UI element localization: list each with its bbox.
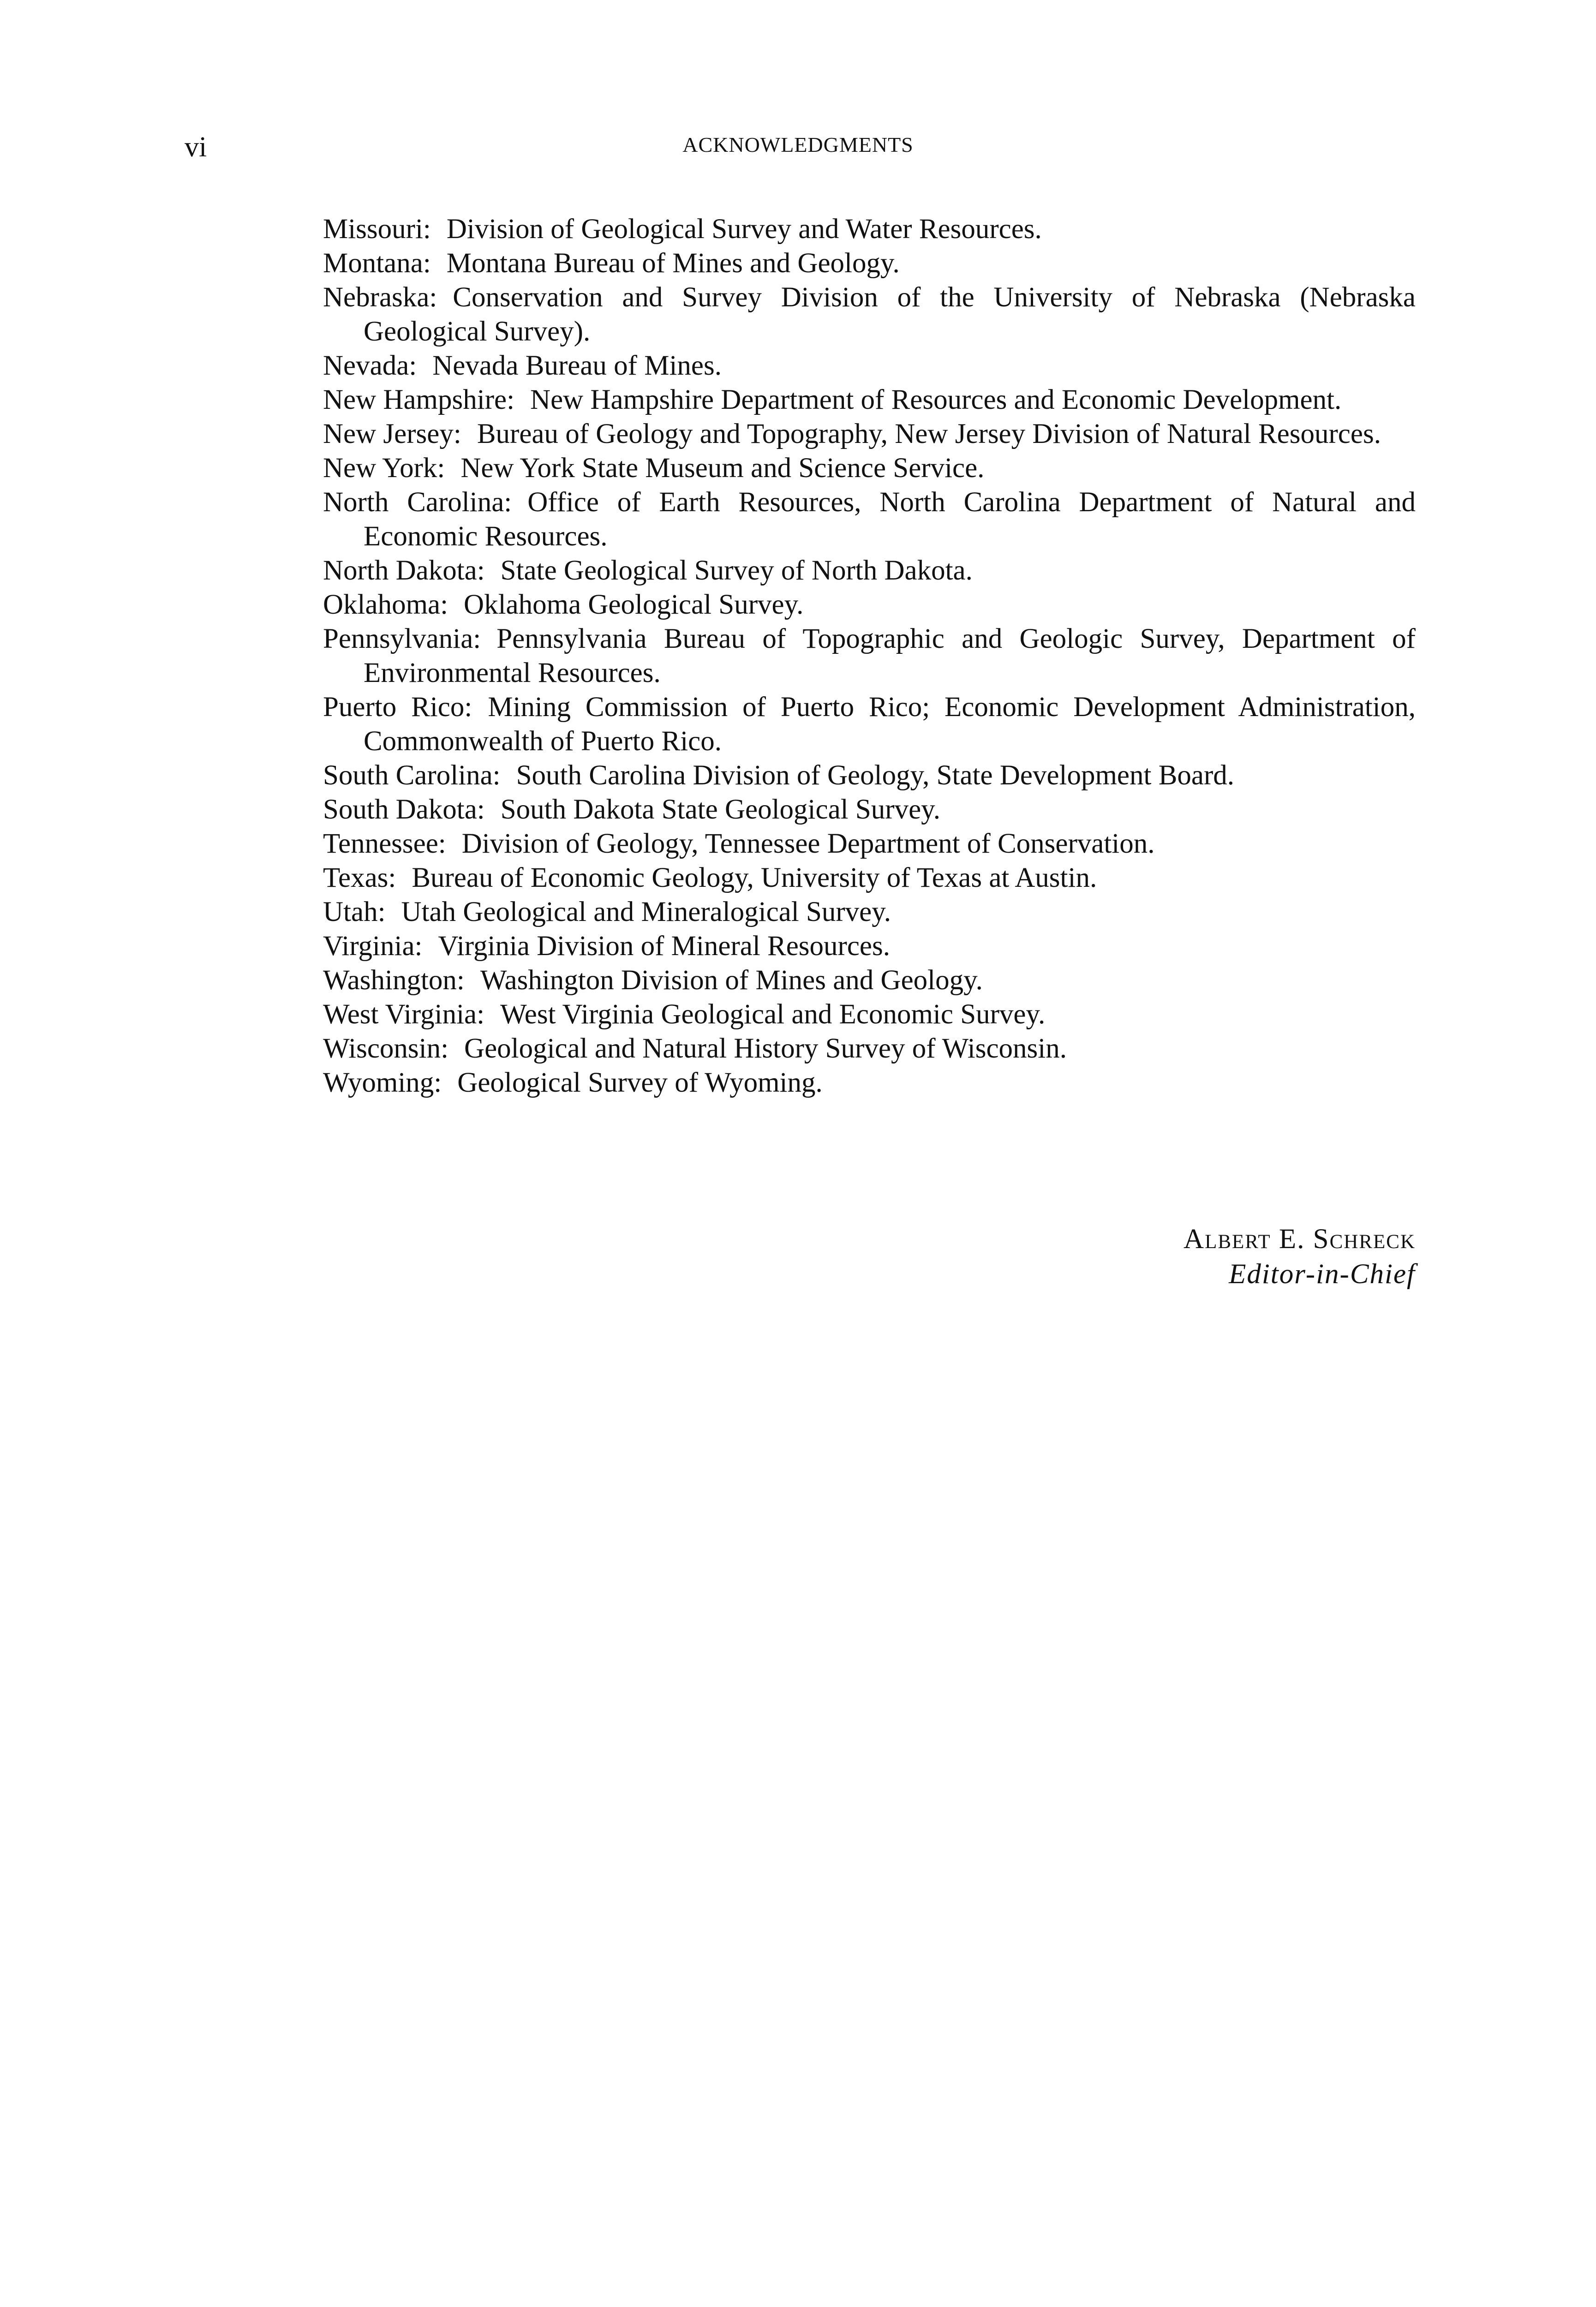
agency-name: Washington Division of Mines and Geology. bbox=[480, 965, 983, 996]
list-item bbox=[323, 485, 1416, 554]
state-name: Tennessee: bbox=[323, 828, 446, 859]
agency-name: Geological and Natural History Survey of Wisconsin. bbox=[464, 1033, 1067, 1064]
signatory-title: Editor-in-Chief bbox=[1229, 1259, 1416, 1290]
list-item bbox=[323, 622, 1416, 690]
agency-name: South Carolina Division of Geology, State Development Board. bbox=[516, 760, 1235, 791]
list-item bbox=[323, 1032, 1416, 1066]
agency-name: Mining Commission of Puerto Rico; Economic Development Administration, Commonwealth of Puerto Rico. bbox=[364, 692, 1416, 757]
list-item bbox=[323, 246, 1416, 281]
agency-name: Geological Survey of Wyoming. bbox=[457, 1067, 823, 1098]
state-name: West Virginia: bbox=[323, 999, 485, 1030]
agency-name: Oklahoma Geological Survey. bbox=[464, 589, 804, 620]
list-item bbox=[323, 690, 1416, 759]
list-item bbox=[323, 929, 1416, 963]
agency-name: Virginia Division of Mineral Resources. bbox=[438, 931, 890, 962]
state-name: Wyoming: bbox=[323, 1067, 442, 1098]
list-item bbox=[323, 417, 1416, 451]
list-item bbox=[323, 281, 1416, 349]
agency-name: Division of Geology, Tennessee Department of Conservation. bbox=[461, 828, 1155, 859]
agency-name: Pennsylvania Bureau of Topographic and Geologic Survey, Department of Environmental Resources. bbox=[364, 623, 1416, 688]
state-name: Wisconsin: bbox=[323, 1033, 449, 1064]
running-head: ACKNOWLEDGMENTS bbox=[682, 133, 914, 156]
list-item bbox=[323, 793, 1416, 827]
state-name: South Dakota: bbox=[323, 794, 485, 825]
list-item bbox=[323, 383, 1416, 417]
agency-name: Montana Bureau of Mines and Geology. bbox=[446, 248, 900, 279]
state-name: New Hampshire: bbox=[323, 384, 515, 415]
agency-name: State Geological Survey of North Dakota. bbox=[500, 555, 973, 586]
agency-name: Division of Geological Survey and Water Resources. bbox=[446, 214, 1042, 245]
agency-name: Bureau of Geology and Topography, New Jersey Division of Natural Resources. bbox=[477, 418, 1381, 449]
list-item bbox=[323, 588, 1416, 622]
agency-name: Office of Earth Resources, North Carolina Department of Natural and Economic Resources. bbox=[364, 487, 1416, 552]
state-name: Texas: bbox=[323, 862, 396, 893]
state-name: New York: bbox=[323, 453, 445, 484]
list-item bbox=[323, 212, 1416, 246]
state-name: North Dakota: bbox=[323, 555, 485, 586]
acknowledgment-list bbox=[323, 212, 1416, 1100]
agency-name: Utah Geological and Mineralogical Survey. bbox=[401, 897, 891, 927]
list-item bbox=[323, 998, 1416, 1032]
list-item bbox=[323, 349, 1416, 383]
state-name: Puerto Rico: bbox=[323, 692, 472, 723]
list-item bbox=[323, 963, 1416, 998]
agency-name: South Dakota State Geological Survey. bbox=[500, 794, 940, 825]
state-name: Washington: bbox=[323, 965, 465, 996]
agency-name: West Virginia Geological and Economic Survey. bbox=[500, 999, 1046, 1030]
list-item bbox=[323, 895, 1416, 929]
list-item bbox=[323, 554, 1416, 588]
state-name: Utah: bbox=[323, 897, 386, 927]
agency-name: Conservation and Survey Division of the University of Nebraska (Nebraska Geological Survey). bbox=[364, 282, 1416, 347]
signature-block bbox=[1184, 1222, 1416, 1292]
state-name: Missouri: bbox=[323, 214, 431, 245]
signatory-name: Albert E. Schreck bbox=[1184, 1224, 1416, 1255]
agency-name: Nevada Bureau of Mines. bbox=[432, 350, 722, 381]
list-item bbox=[323, 451, 1416, 485]
list-item bbox=[323, 759, 1416, 793]
state-name: Pennsylvania: bbox=[323, 623, 481, 654]
state-name: Virginia: bbox=[323, 931, 423, 962]
agency-name: New Hampshire Department of Resources and Economic Development. bbox=[530, 384, 1342, 415]
state-name: New Jersey: bbox=[323, 418, 461, 449]
state-name: Montana: bbox=[323, 248, 431, 279]
state-name: Oklahoma: bbox=[323, 589, 448, 620]
state-name: Nebraska: bbox=[323, 282, 437, 313]
state-name: South Carolina: bbox=[323, 760, 501, 791]
list-item bbox=[323, 827, 1416, 861]
list-item bbox=[323, 861, 1416, 895]
agency-name: New York State Museum and Science Service. bbox=[460, 453, 985, 484]
agency-name: Bureau of Economic Geology, University of Texas at Austin. bbox=[412, 862, 1097, 893]
state-name: North Carolina: bbox=[323, 487, 512, 518]
page-number: vi bbox=[185, 131, 207, 163]
list-item bbox=[323, 1066, 1416, 1100]
state-name: Nevada: bbox=[323, 350, 417, 381]
